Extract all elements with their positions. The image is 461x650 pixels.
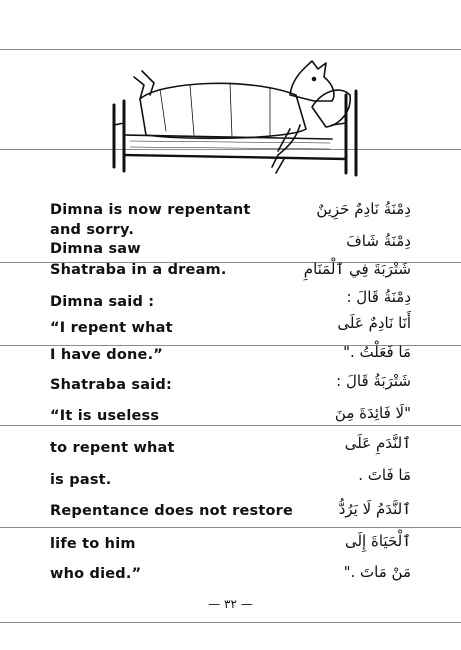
english-line: and sorry. (50, 222, 135, 238)
english-line: Shatraba in a dream. (50, 262, 227, 278)
arabic-line: دِمْنَةُ قَالَ : (346, 288, 411, 306)
ruled-line (0, 425, 461, 426)
english-line: Dimna said : (50, 294, 155, 310)
english-line: is past. (50, 472, 112, 488)
arabic-line: مَا فَاتَ . (358, 466, 411, 484)
ruled-line (0, 527, 461, 528)
ruled-line (0, 622, 461, 623)
page-number: — ٣٢ — (208, 597, 253, 611)
english-line: “I repent what (50, 320, 173, 336)
english-line: Dimna saw (50, 241, 141, 257)
english-line: “It is useless (50, 408, 160, 424)
english-line: Dimna is now repentant (50, 202, 251, 218)
arabic-line: مَنْ مَاتَ ." (343, 563, 411, 581)
english-line: life to him (50, 536, 136, 552)
arabic-line: دِمْنَةُ نَادِمٌ حَزِينٌ (316, 200, 411, 218)
english-line: to repent what (50, 440, 175, 456)
arabic-line: ٱلنَّدَمِ عَلَى (344, 434, 411, 452)
arabic-line: "لَا فَائِدَةَ مِنَ (334, 404, 411, 422)
arabic-line: أَنَا نَادِمٌ عَلَى (337, 314, 411, 332)
english-line: Repentance does not restore (50, 503, 294, 519)
arabic-line: ٱلنَّدَمُ لَا يَرُدُّ (338, 500, 411, 518)
english-line: Shatraba said: (50, 377, 172, 393)
arabic-line: شَتْرَبَةُ قَالَ : (336, 372, 411, 390)
arabic-line: شَتْرَبَةَ فِي ٱلْمَنَامِ (303, 260, 411, 278)
english-line: I have done.” (50, 347, 164, 363)
ruled-line (0, 49, 461, 50)
english-line: who died.” (50, 566, 142, 582)
arabic-line: دِمْنَةُ شَافَ (346, 232, 411, 250)
arabic-line: ٱلْحَيَاةَ إِلَى (344, 532, 411, 550)
bed-illustration (100, 55, 362, 180)
arabic-line: مَا فَعَلْتُ ." (343, 343, 411, 361)
